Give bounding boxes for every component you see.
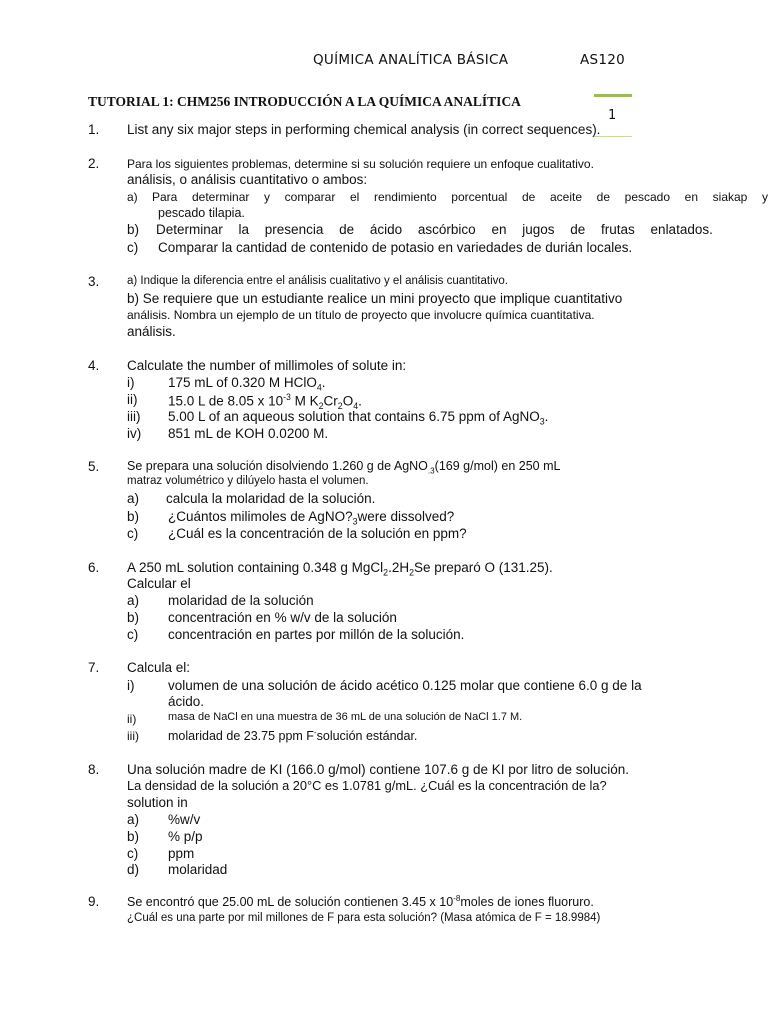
question-6c-label: c)	[127, 627, 139, 642]
question-2a-word: Para	[152, 190, 178, 204]
question-6a-label: a)	[127, 593, 140, 608]
question-2a-word: y	[762, 190, 768, 204]
question-7iii-label: iii)	[127, 729, 139, 743]
question-2a-word: y	[264, 190, 270, 204]
question-6-text: A 250 mL solution containing 0.348 g $MgCl_2.2H_2Se$ preparó O (131.25).	[127, 560, 553, 578]
course-title: QUÍMICA ANALÍTICA BÁSICA	[313, 52, 509, 68]
question-3b-text-end: análisis.	[127, 324, 176, 339]
question-3-number: 3.	[88, 274, 100, 289]
question-6c-text: concentración en partes por millón de la solución.	[168, 627, 465, 642]
question-2b-word: frutas	[601, 222, 635, 237]
question-8-text: Una solución madre de KI (166.0 g/mol) contiene 107.6 g de KI por litro de solución.	[127, 762, 630, 777]
question-8b-text: % p/p	[168, 829, 203, 844]
question-5a-label: a)	[127, 491, 140, 506]
question-5-number: 5.	[88, 459, 100, 474]
question-9-text: Se encontró que 25.00 mL de solución contienen 3.45 x $10^{-8}moles$ de iones fluoruro.	[127, 894, 594, 910]
question-5-text: Se prepara una solución disolviendo 1.260 g de AgNO$_{.3}$(169 g/mol) en 250 mL	[127, 459, 561, 476]
question-7-text: Calcula el:	[127, 660, 191, 675]
question-8b-label: b)	[127, 829, 140, 844]
question-4iv-label: iv)	[127, 426, 142, 441]
question-8c-label: c)	[127, 846, 139, 861]
question-2a-word: determinar	[192, 190, 250, 204]
question-2b-word: de	[339, 222, 355, 237]
course-code: AS120	[580, 52, 626, 68]
question-5-text-cont: matraz volumétrico y dilúyelo hasta el volumen.	[127, 475, 369, 487]
question-8d-text: molaridad	[168, 862, 228, 877]
question-3b-text: b) Se requiere que un estudiante realice un mini proyecto que implique cuantitativo	[127, 291, 623, 306]
question-2a-text-cont: pescado tilapia.	[158, 206, 245, 220]
question-2b-label: b)	[127, 222, 140, 237]
question-7ii-text: masa de NaCl en una muestra de 36 mL de una solución de NaCl 1.7 M.	[168, 711, 523, 723]
tutorial-title: TUTORIAL 1: CHM256 INTRODUCCIÓN A LA QUÍMICA ANALÍTICA	[88, 94, 521, 109]
question-2a-word: de	[596, 190, 611, 204]
question-2-number: 2.	[88, 156, 100, 171]
question-2a-word: porcentual	[451, 190, 508, 204]
question-9-text-cont: ¿Cuál es una parte por mil millones de F para esta solución? (Masa atómica de F = 18.9984)	[127, 912, 601, 924]
question-4iv-text: 851 mL de KOH 0.0200 M.	[168, 426, 329, 441]
question-2b-word: la	[238, 222, 250, 237]
question-4ii-label: ii)	[127, 392, 138, 407]
question-8a-text: %w/v	[168, 812, 201, 827]
question-1-number: 1.	[88, 122, 100, 137]
question-6-number: 6.	[88, 560, 100, 575]
question-2a-word: el	[349, 190, 360, 204]
question-4i-text: 175 mL of 0.320 M HClO$_4$.	[168, 375, 326, 393]
question-4iii-label: iii)	[127, 409, 141, 424]
question-2a-word: pescado	[624, 190, 671, 204]
question-2a-text	[152, 190, 768, 204]
question-4iii-text: 5.00 L of an aqueous solution that contains 6.75 ppm of AgNO$_3$.	[168, 409, 549, 427]
question-6b-text: concentración en % w/v de la solución	[168, 610, 397, 625]
page-number-rule-top	[594, 94, 632, 97]
question-2b-word: ácido	[369, 222, 403, 237]
question-2a-word: siakap	[712, 190, 748, 204]
question-3a-text: a) Indique la diferencia entre el análisis cualitativo y el análisis cuantitativo.	[127, 275, 508, 287]
question-2b-word: enlatados.	[650, 222, 713, 237]
question-5b-label: b)	[127, 509, 140, 524]
question-4-number: 4.	[88, 358, 100, 373]
question-4ii-text: 15.0 L de 8.05 x $10^{-3}$ M $K_2Cr_2O_4$.	[168, 392, 362, 412]
question-2b-word: en	[491, 222, 507, 237]
question-2b-word: Determinar	[156, 222, 223, 237]
question-5b-text: ¿Cuántos milimoles de $AgNO?_3were$ dissolved?	[168, 509, 455, 527]
question-2a-word: rendimiento	[373, 190, 437, 204]
question-6a-text: molaridad de la solución	[168, 593, 314, 608]
question-8d-label: d)	[127, 862, 140, 877]
question-7i-text-cont: ácido.	[168, 694, 205, 709]
question-8-text-cont: La densidad de la solución a 20°C es 1.0781 g/mL. ¿Cuál es la concentración de la?	[127, 778, 607, 793]
question-3b-text-cont: análisis. Nombra un ejemplo de un título de proyecto que involucre química cuantitativa.	[127, 308, 595, 322]
question-7i-text: volumen de una solución de ácido acético 0.125 molar que contiene 6.0 g de la	[168, 678, 642, 693]
question-6b-label: b)	[127, 610, 140, 625]
question-7iii-text: molaridad de 23.75 ppm F-solución estándar.	[168, 728, 418, 744]
question-2a-word: en	[684, 190, 699, 204]
question-2b-word: presencia	[264, 222, 324, 237]
question-7-number: 7.	[88, 660, 100, 675]
question-8-number: 8.	[88, 762, 100, 777]
question-4i-label: i)	[127, 375, 135, 390]
question-2b-word: jugos	[522, 222, 555, 237]
question-2b-word: de	[570, 222, 586, 237]
page-number: 1	[608, 108, 617, 123]
question-5a-text: calcula la molaridad de la solución.	[166, 491, 376, 506]
question-7ii-label: ii)	[127, 712, 137, 726]
question-2-text-cont: análisis, o análisis cuantitativo o ambos:	[127, 172, 368, 187]
question-2-text: Para los siguientes problemas, determine si su solución requiere un enfoque cualitativo.	[127, 157, 594, 171]
question-2a-word: de	[521, 190, 536, 204]
question-8-text-end: solution in	[127, 795, 188, 810]
question-2a-word: comparar	[284, 190, 336, 204]
question-8c-text: ppm	[168, 846, 195, 861]
question-2b-word: ascórbico	[417, 222, 476, 237]
question-9-number: 9.	[88, 894, 100, 909]
question-1-text: List any six major steps in performing chemical analysis (in correct sequences).	[127, 122, 601, 137]
question-2a-label: a)	[127, 190, 138, 204]
question-5c-label: c)	[127, 526, 139, 541]
question-2c-label: c)	[127, 240, 139, 255]
question-4-text: Calculate the number of millimoles of solute in:	[127, 358, 407, 373]
question-2c-text: Comparar la cantidad de contenido de potasio en variedades de durián locales.	[158, 240, 633, 255]
question-5c-text: ¿Cuál es la concentración de la solución en ppm?	[168, 526, 467, 541]
question-2a-word: aceite	[549, 190, 583, 204]
question-8a-label: a)	[127, 812, 140, 827]
question-6-text-cont: Calcular el	[127, 576, 191, 591]
question-7i-label: i)	[127, 678, 135, 693]
question-2b-text	[156, 222, 713, 237]
